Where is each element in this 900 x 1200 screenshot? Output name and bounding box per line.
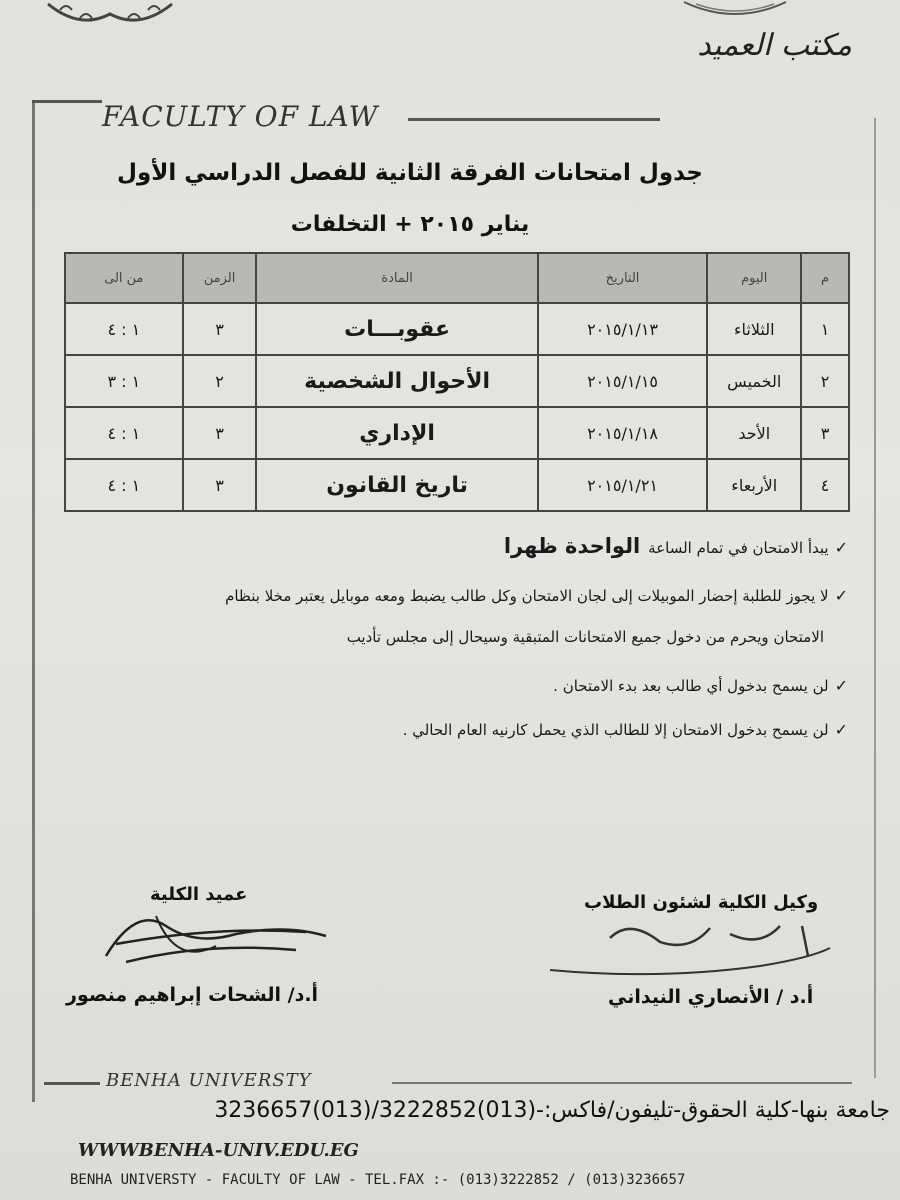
dean-name: أ.د/ الشحات إبراهيم منصور: [66, 984, 319, 1006]
row-duration: ٣: [183, 459, 257, 511]
exam-schedule-table: [64, 252, 850, 512]
note-late-entry: [48, 676, 848, 695]
frame-right-border: [874, 118, 876, 1078]
row-time: ١ : ٤: [65, 303, 183, 355]
row-duration: ٣: [183, 303, 257, 355]
row-no: ١: [801, 303, 849, 355]
website-text: WWWBENHA-UNIV.EDU.EG: [78, 1140, 359, 1161]
faculty-title: FACULTY OF LAW: [102, 100, 379, 133]
header-rule-right: [408, 118, 660, 121]
footer-contact-line: BENHA UNIVERSTY - FACULTY OF LAW - TEL.FAX :- (013)3222852 / (013)3236657: [70, 1172, 686, 1188]
note-text: لا يجوز للطلبة إحضار الموبيلات إلى لجان الامتحان وكل طالب يضبط ومعه موبايل يعتبر مخلا بنظام: [225, 587, 829, 605]
table-row: [65, 303, 849, 355]
table-row: [65, 407, 849, 459]
checkmark-icon: ✓: [834, 538, 848, 557]
footer-rule-left: [44, 1082, 100, 1085]
row-no: ٤: [801, 459, 849, 511]
table-row: [65, 355, 849, 407]
header-no: م: [801, 253, 849, 303]
header-duration: الزمن: [183, 253, 257, 303]
row-time: ١ : ٤: [65, 407, 183, 459]
header-subject: المادة: [256, 253, 537, 303]
table-header-row: [65, 253, 849, 303]
vice-dean-signature: [540, 908, 840, 988]
note-id-card: [48, 720, 848, 739]
dean-title: عميد الكلية: [150, 884, 248, 905]
row-subject: الأحوال الشخصية: [256, 355, 537, 407]
vice-dean-title: وكيل الكلية لشئون الطلاب: [584, 892, 819, 913]
row-duration: ٣: [183, 407, 257, 459]
table-row: [65, 459, 849, 511]
row-subject: تاريخ القانون: [256, 459, 537, 511]
note-emphasis: الواحدة ظهرا: [503, 534, 641, 558]
row-no: ٣: [801, 407, 849, 459]
note-start-time: [48, 534, 848, 558]
header-time: من الى: [65, 253, 183, 303]
row-no: ٢: [801, 355, 849, 407]
dean-signature: [96, 896, 336, 976]
footer-rule-right: [392, 1082, 852, 1084]
note-text: يبدأ الامتحان في تمام الساعة: [648, 539, 829, 557]
row-time: ١ : ٤: [65, 459, 183, 511]
row-subject: عقوبـــات: [256, 303, 537, 355]
row-duration: ٢: [183, 355, 257, 407]
vice-dean-name: أ.د / الأنصاري النيداني: [608, 986, 814, 1008]
frame-left-border: [32, 102, 35, 1102]
row-date: ٢٠١٥/١/١٣: [538, 303, 708, 355]
row-day: الثلاثاء: [707, 303, 801, 355]
dean-office-label: مكتب العميد: [697, 28, 852, 63]
checkmark-icon: ✓: [834, 720, 848, 739]
row-subject: الإداري: [256, 407, 537, 459]
row-date: ٢٠١٥/١/٢١: [538, 459, 708, 511]
laurel-logo: [40, 0, 180, 30]
checkmark-icon: ✓: [834, 676, 848, 695]
row-date: ٢٠١٥/١/١٥: [538, 355, 708, 407]
note-mobile-ban-cont: [48, 628, 824, 646]
note-text: الامتحان ويحرم من دخول جميع الامتحانات المتبقية وسيحال إلى مجلس تأديب: [346, 628, 824, 646]
schedule-title: جدول امتحانات الفرقة الثانية للفصل الدراسي الأول: [116, 160, 704, 186]
contact-address: جامعة بنها-كلية الحقوق-تليفون/فاكس:-(013)3222852/(013)3236657: [214, 1098, 890, 1123]
schedule-subtitle: يناير ٢٠١٥ + التخلفات: [290, 212, 530, 237]
header-rule-left: [32, 100, 102, 103]
university-seal: [680, 0, 790, 22]
row-day: الأربعاء: [707, 459, 801, 511]
row-time: ١ : ٣: [65, 355, 183, 407]
university-title: BENHA UNIVERSTY: [106, 1070, 312, 1091]
note-text: لن يسمح بدخول أي طالب بعد بدء الامتحان .: [553, 677, 829, 695]
note-text: لن يسمح بدخول الامتحان إلا للطالب الذي يحمل كارنيه العام الحالي .: [402, 721, 829, 739]
checkmark-icon: ✓: [834, 586, 848, 605]
header-day: اليوم: [707, 253, 801, 303]
row-day: الأحد: [707, 407, 801, 459]
row-date: ٢٠١٥/١/١٨: [538, 407, 708, 459]
row-day: الخميس: [707, 355, 801, 407]
note-mobile-ban: [48, 586, 848, 605]
header-date: التاريخ: [538, 253, 708, 303]
